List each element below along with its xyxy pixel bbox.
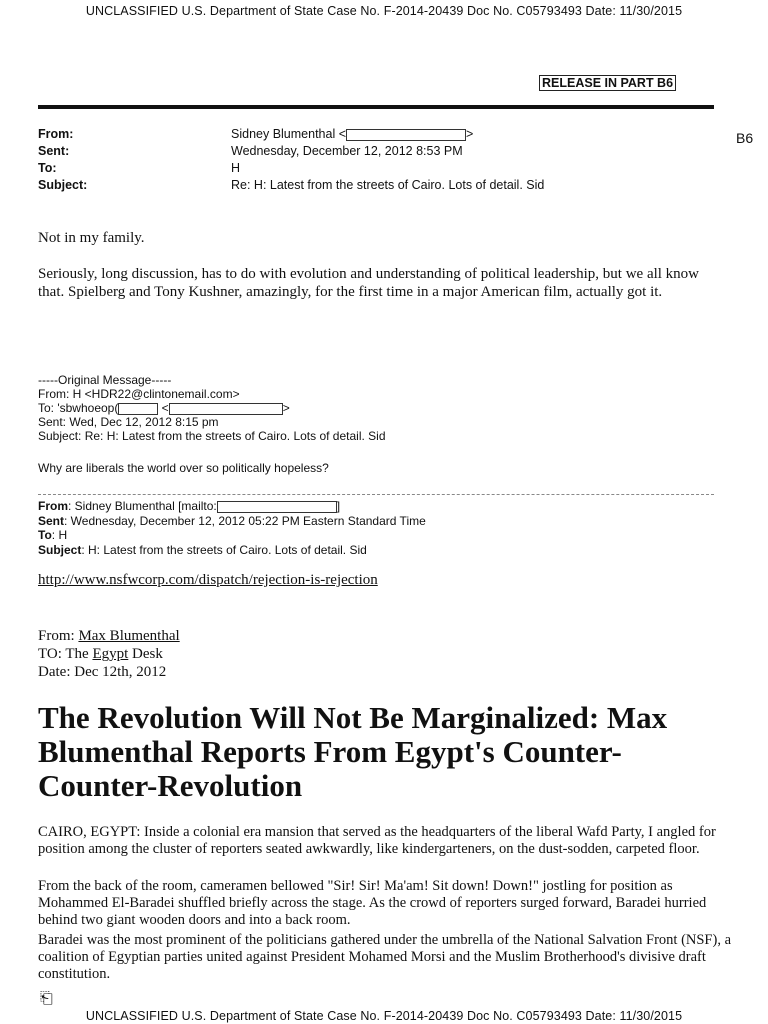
separator-line [38,494,714,495]
forwarded-to [38,528,67,542]
forwarded-to-label: To [38,528,52,542]
byline-from-prefix: From: [38,628,79,644]
forwarded-from: From: Sidney Blumenthal [mailto: ] [38,499,341,513]
article-paragraph-3: Baradei was the most prominent of the politicians gathered under the umbrella of the National Salvation Front (NSF), a coalition of Egyptian parties united against President Mohamed Morsi and the Muslim Brotherhood's divisive draft constitution. [38,932,732,982]
from-label: From: [38,127,74,141]
body-paragraph-1: Not in my family. [38,230,145,246]
forwarded-from-label: From [38,499,68,513]
original-sent: Sent: Wed, Dec 12, 2012 8:15 pm [38,415,219,429]
redaction-box [217,501,337,513]
byline-date: Date: Dec 12th, 2012 [38,664,167,680]
to-label: To: [38,161,57,175]
header-rule [38,105,714,109]
sent-value: Wednesday, December 12, 2012 8:53 PM [231,144,463,158]
byline-to [38,645,718,663]
forwarded-subject-label: Subject [38,543,82,557]
forwarded-sent [38,514,426,528]
release-stamp: RELEASE IN PART B6 [539,75,676,91]
byline-to-prefix: TO: The [38,646,93,662]
article-paragraph-2: From the back of the room, cameramen bellowed "Sir! Sir! Ma'am! Sit down! Down!" jostling for position as Mohammed El-Baradei shuffled briefly across the stage. As the crowd of reporters surged forward, Baradei hurried behind two giant wooden doors and into a back room. [38,878,707,928]
byline-to-rest: Desk [128,646,163,662]
body-paragraph-2: Seriously, long discussion, has to do with evolution and understanding of political leadership, but we all know that. Spielberg and Tony Kushner, amazingly, for the first time in a major American film, actually got it. [38,266,700,300]
original-question: Why are liberals the world over so politically hopeless? [38,461,329,475]
subject-value: Re: H: Latest from the streets of Cairo. Lots of detail. Sid [231,178,545,192]
forwarded-to-value: : H [51,528,68,542]
forwarded-sent-value: : Wednesday, December 12, 2012 05:22 PM Eastern Standard Time [64,514,426,528]
redaction-box [169,403,283,415]
original-subject: Subject: Re: H: Latest from the streets of Cairo. Lots of detail. Sid [38,429,386,443]
egypt-desk-link[interactable]: Egypt [92,646,129,662]
scan-mark-icon: ⎗ [40,990,53,1007]
from-name: Sidney Blumenthal < [231,127,347,141]
document-footer: UNCLASSIFIED U.S. Department of State Case No. F-2014-20439 Doc No. C05793493 Date: 11/30/2015 [85,1009,683,1023]
b6-marker: B6 [736,130,754,146]
original-from: From: H <HDR22@clintonemail.com> [38,387,240,401]
forwarded-subject [38,543,367,557]
original-to-prefix: To: 'sbwhoeop( [38,401,119,415]
document-header: UNCLASSIFIED U.S. Department of State Case No. F-2014-20439 Doc No. C05793493 Date: 11/30/2015 [85,4,683,18]
article-link[interactable]: http://www.nsfwcorp.com/dispatch/rejection-is-rejection [38,572,378,588]
redaction-box [118,403,158,415]
forwarded-sent-label: Sent [38,514,65,528]
author-link[interactable]: Max Blumenthal [78,628,180,644]
to-value: H [231,161,241,175]
redaction-box [346,129,466,141]
original-message-heading: -----Original Message----- [38,373,172,387]
article-paragraph-1: CAIRO, EGYPT: Inside a colonial era mansion that served as the headquarters of the liberal Wafd Party, I angled for position among the cluster of reporters seated awkwardly, like kindergarteners, on the dust-sodden, carpeted floor. [38,824,716,857]
forwarded-subject-value: : H: Latest from the streets of Cairo. Lots of detail. Sid [81,543,367,557]
sent-label: Sent: [38,144,70,158]
original-to: To: 'sbwhoeop( < > [38,401,290,415]
subject-label: Subject: [38,178,88,192]
byline-from [38,627,718,645]
forwarded-from-value: : Sidney Blumenthal [mailto: [68,499,217,513]
from-value: Sidney Blumenthal < > [231,127,474,141]
article-title: The Revolution Will Not Be Marginalized: Max Blumenthal Reports From Egypt's Counter-Counter-Revolution [38,700,668,803]
